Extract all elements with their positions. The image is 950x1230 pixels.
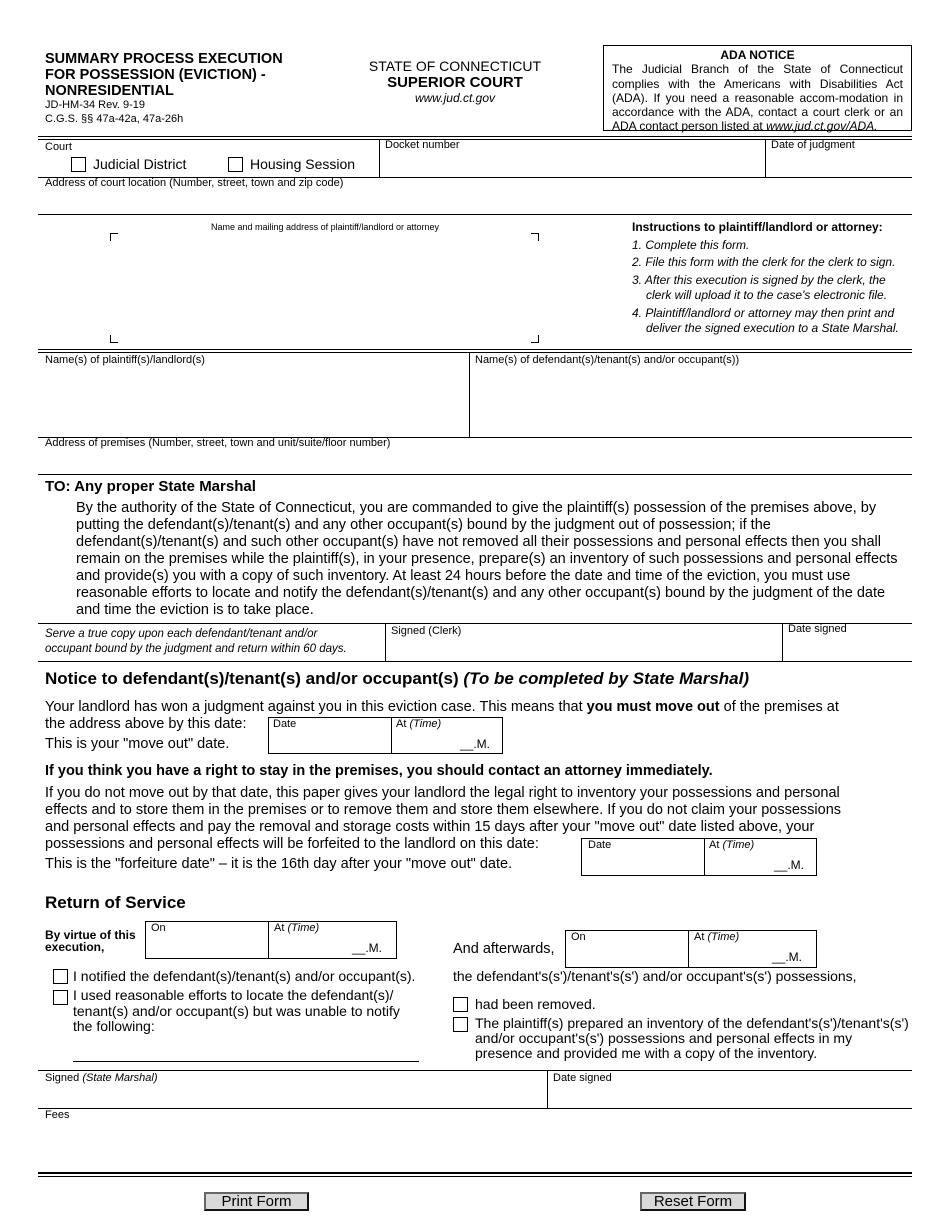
notice-p2-line3: and personal effects and pay the removal and storage costs within 15 days after your "move out" date listed above, your [45, 819, 815, 835]
afterwards-at-time-box[interactable] [688, 930, 817, 968]
afterwards-at-label [689, 931, 816, 943]
premises-address-label: Address of premises (Number, street, town and unit/suite/floor number) [45, 437, 391, 449]
at-label: At [274, 922, 285, 934]
marshal-signature-field[interactable] [40, 1086, 545, 1107]
court-address-label: Address of court location (Number, street, town and zip code) [45, 177, 344, 189]
clerk-signature-field[interactable] [387, 639, 780, 660]
plaintiff-names-field[interactable] [40, 368, 468, 436]
notice-p1-bold: you must move out [586, 699, 720, 715]
move-out-time-box[interactable] [391, 717, 503, 754]
unnotified-persons-field[interactable] [73, 1038, 419, 1060]
divider [38, 661, 912, 662]
service-at-label [269, 922, 396, 934]
instructions-title: Instructions to plaintiff/landlord or attorney: [632, 220, 883, 234]
signed-clerk-label: Signed (Clerk) [391, 625, 462, 637]
forfeiture-date-box[interactable] [581, 838, 705, 876]
divider [38, 474, 912, 475]
notice-p1-line3: This is your "move out" date. [45, 736, 230, 752]
marshal-command-text: By the authority of the State of Connecticut, you are commanded to give the plaintiff(s) possession of the premises above, by putting the defendant(s)/tenant(s) and any other occupant(s) bound by the judgment out of possession; if the defendant(s)/tenant(s) and such other occupant(s) have not removed all their possessions and personal effects then you shall remain on the premises while the plaintiff(s), in your presence, prepare(s) an inventory of such possessions and personal effects and provide(s) you with a copy of such inventory. At least 24 hours before the date and time of the eviction, you must use reasonable efforts to locate and notify the defendant(s)/tenant(s) and any other occupant(s) bound by the judgment of the date and time the eviction is to take place. [76, 500, 898, 618]
notice-p2-line2: effects and to store them in the premises or to remove them and store them elsewhere. If you do not claim your possessions [45, 802, 842, 818]
time-label: (Time) [722, 839, 755, 851]
form-title-line2: FOR POSSESSION (EVICTION) - [45, 67, 266, 83]
divider [38, 352, 912, 353]
unnotified-persons-underline [73, 1061, 419, 1062]
signed-italic: (State Marshal) [82, 1072, 158, 1084]
serve-instruction-line1: Serve a true copy upon each defendant/tenant and/or [45, 628, 318, 640]
defendant-names-label: Name(s) of defendant(s)/tenant(s) and/or occupant(s)) [475, 354, 740, 366]
by-virtue-line1: By virtue of this [45, 928, 136, 942]
return-of-service-heading: Return of Service [45, 893, 186, 912]
divider [547, 1070, 548, 1108]
clerk-date-signed-label: Date signed [788, 623, 847, 635]
defendant-names-field[interactable] [471, 368, 910, 436]
form-title [45, 51, 283, 99]
instruction-item: 2. File this form with the clerk for the clerk to sign. [632, 255, 896, 269]
efforts-line3: the following: [73, 1018, 155, 1034]
service-m-suffix: __.M. [351, 941, 382, 955]
housing-session-checkbox[interactable] [228, 157, 243, 172]
by-virtue-label [45, 929, 136, 953]
notice-p1-line2: the address above by this date: [45, 716, 247, 732]
afterwards-m-suffix: __.M. [771, 950, 802, 964]
fees-label: Fees [45, 1109, 70, 1121]
divider [38, 349, 912, 350]
marshal-heading: TO: Any proper State Marshal [45, 478, 256, 495]
efforts-checkbox[interactable] [53, 990, 68, 1005]
form-number: JD-HM-34 Rev. 9-19 [45, 99, 146, 111]
notice-heading-italic: (To be completed by State Marshal) [463, 669, 750, 688]
housing-session-label: Housing Session [250, 156, 356, 172]
divider [782, 623, 783, 661]
notice-heading [45, 669, 749, 689]
inventory-checkbox[interactable] [453, 1017, 468, 1032]
forfeiture-time-box[interactable] [704, 838, 817, 876]
reset-form-button[interactable]: Reset Form [640, 1192, 746, 1211]
forfeiture-date-label: Date [588, 839, 612, 851]
notice-p1-end: of the premises at [723, 699, 839, 715]
divider [469, 352, 470, 438]
court-website: www.jud.ct.gov [414, 91, 496, 105]
divider [38, 1176, 912, 1177]
time-label: (Time) [707, 931, 740, 943]
possessions-label: the defendant's(s')/tenant's(s') and/or occupant's(s') possessions, [453, 968, 857, 984]
divider [385, 623, 386, 661]
fees-field[interactable] [40, 1123, 910, 1171]
inventory-label [475, 1016, 909, 1061]
service-on-date-box[interactable] [145, 921, 269, 959]
by-virtue-line2: execution, [45, 940, 105, 954]
removed-checkbox[interactable] [453, 997, 468, 1012]
ada-notice-body: The Judicial Branch of the State of Connecticut complies with the Americans with Disabilities Act (ADA). If you need a reasonable accom-modation in accordance with the ADA, contact a court clerk or an ADA contact person listed at [612, 62, 903, 134]
instruction-item-cont: deliver the signed execution to a State Marshal. [646, 321, 899, 335]
form-title-line3: NONRESIDENTIAL [45, 83, 174, 99]
notice-p1-start: Your landlord has won a judgment against you in this eviction case. This means that [45, 699, 583, 715]
print-form-button[interactable]: Print Form [204, 1192, 309, 1211]
time-label: (Time) [409, 718, 442, 730]
clerk-date-signed-field[interactable] [784, 639, 910, 660]
notified-label: I notified the defendant(s)/tenant(s) and/or occupant(s). [73, 968, 416, 984]
docket-number-label: Docket number [385, 139, 460, 151]
divider [38, 1108, 912, 1109]
divider [38, 623, 912, 624]
judicial-district-checkbox[interactable] [71, 157, 86, 172]
divider [765, 139, 766, 177]
at-label: At [709, 839, 720, 851]
corner-mark-bottom-right [531, 335, 539, 343]
divider [38, 136, 912, 137]
inventory-line1: The plaintiff(s) prepared an inventory of the defendant's(s')/tenant's(s') [475, 1015, 909, 1031]
move-out-m-suffix: __.M. [459, 737, 490, 751]
divider [38, 214, 912, 215]
move-out-date-box[interactable] [268, 717, 392, 754]
at-label: At [396, 718, 407, 730]
afterwards-on-date-box[interactable] [565, 930, 689, 968]
corner-mark-bottom-left [110, 335, 118, 343]
ada-notice [603, 45, 912, 134]
court-address-field[interactable] [40, 191, 910, 213]
time-label: (Time) [287, 922, 320, 934]
corner-mark-top-left [110, 233, 118, 241]
notice-p2-line5: This is the "forfeiture date" – it is the 16th day after your "move out" date. [45, 856, 513, 872]
instruction-item-cont: clerk will upload it to the case's electronic file. [646, 288, 888, 302]
statutes: C.G.S. §§ 47a-42a, 47a-26h [45, 113, 184, 125]
serve-instruction [45, 627, 347, 657]
removed-label: had been removed. [475, 996, 596, 1012]
marshal-date-signed-label: Date signed [553, 1072, 612, 1084]
notice-heading-main: Notice to defendant(s)/tenant(s) and/or occupant(s) [45, 669, 459, 688]
efforts-label [73, 988, 400, 1035]
instructions [632, 220, 899, 337]
at-label: At [694, 931, 705, 943]
judicial-district-label: Judicial District [93, 156, 187, 172]
date-of-judgment-field[interactable] [767, 153, 911, 175]
ada-notice-text [612, 62, 903, 133]
instruction-item: 1. Complete this form. [632, 237, 750, 252]
forfeiture-m-suffix: __.M. [773, 858, 804, 872]
superior-court: SUPERIOR COURT [387, 74, 523, 91]
serve-instruction-line2: occupant bound by the judgment and return within 60 days. [45, 643, 347, 655]
move-out-date-label: Date [273, 718, 297, 730]
inventory-line2: and/or occupant's(s') possessions and personal effects in my [475, 1030, 853, 1046]
date-of-judgment-label: Date of judgment [771, 139, 855, 151]
marshal-signed-label [45, 1072, 158, 1084]
notice-p2-line1: If you do not move out by that date, this paper gives your landlord the legal right to inventory your possessions and personal [45, 785, 840, 801]
mailing-address-field[interactable] [120, 240, 530, 336]
state-of-connecticut: STATE OF CONNECTICUT [368, 58, 542, 74]
divider [379, 139, 380, 177]
and-afterwards-label: And afterwards, [453, 941, 555, 957]
mailing-address-label: Name and mailing address of plaintiff/landlord or attorney [211, 222, 439, 232]
instruction-item: 3. After this execution is signed by the clerk, the [632, 272, 886, 287]
move-out-time-label [392, 718, 502, 730]
form-title-line1: SUMMARY PROCESS EXECUTION [45, 51, 283, 67]
notified-checkbox[interactable] [53, 969, 68, 984]
signed-label: Signed [45, 1072, 80, 1084]
ada-notice-title: ADA NOTICE [720, 48, 795, 62]
notice-p2-line4: possessions and personal effects will be forfeited to the landlord on this date: [45, 836, 539, 852]
premises-address-field[interactable] [40, 451, 910, 473]
divider [38, 1070, 912, 1071]
attorney-warning: If you think you have a right to stay in the premises, you should contact an attorney immediately. [45, 763, 713, 779]
ada-link[interactable]: www.jud.ct.gov/ADA. [766, 119, 878, 134]
corner-mark-top-right [531, 233, 539, 241]
notice-paragraph-1 [45, 698, 915, 716]
divider [38, 1172, 912, 1174]
marshal-date-signed-field[interactable] [549, 1086, 910, 1107]
plaintiff-names-label: Name(s) of plaintiff(s)/landlord(s) [45, 354, 205, 366]
court-label: Court [45, 141, 72, 153]
efforts-line1: I used reasonable efforts to locate the defendant(s)/ [73, 987, 394, 1003]
docket-number-field[interactable] [381, 153, 764, 175]
service-at-time-box[interactable] [268, 921, 397, 959]
forfeiture-time-label [705, 839, 816, 851]
afterwards-on-label: On [571, 931, 586, 943]
inventory-line3: presence and provided me with a copy of the inventory. [475, 1045, 818, 1061]
efforts-line2: tenant(s) and/or occupant(s) but was unable to notify [73, 1002, 400, 1019]
instruction-item: 4. Plaintiff/landlord or attorney may then print and [632, 305, 895, 320]
service-on-label: On [151, 922, 166, 934]
